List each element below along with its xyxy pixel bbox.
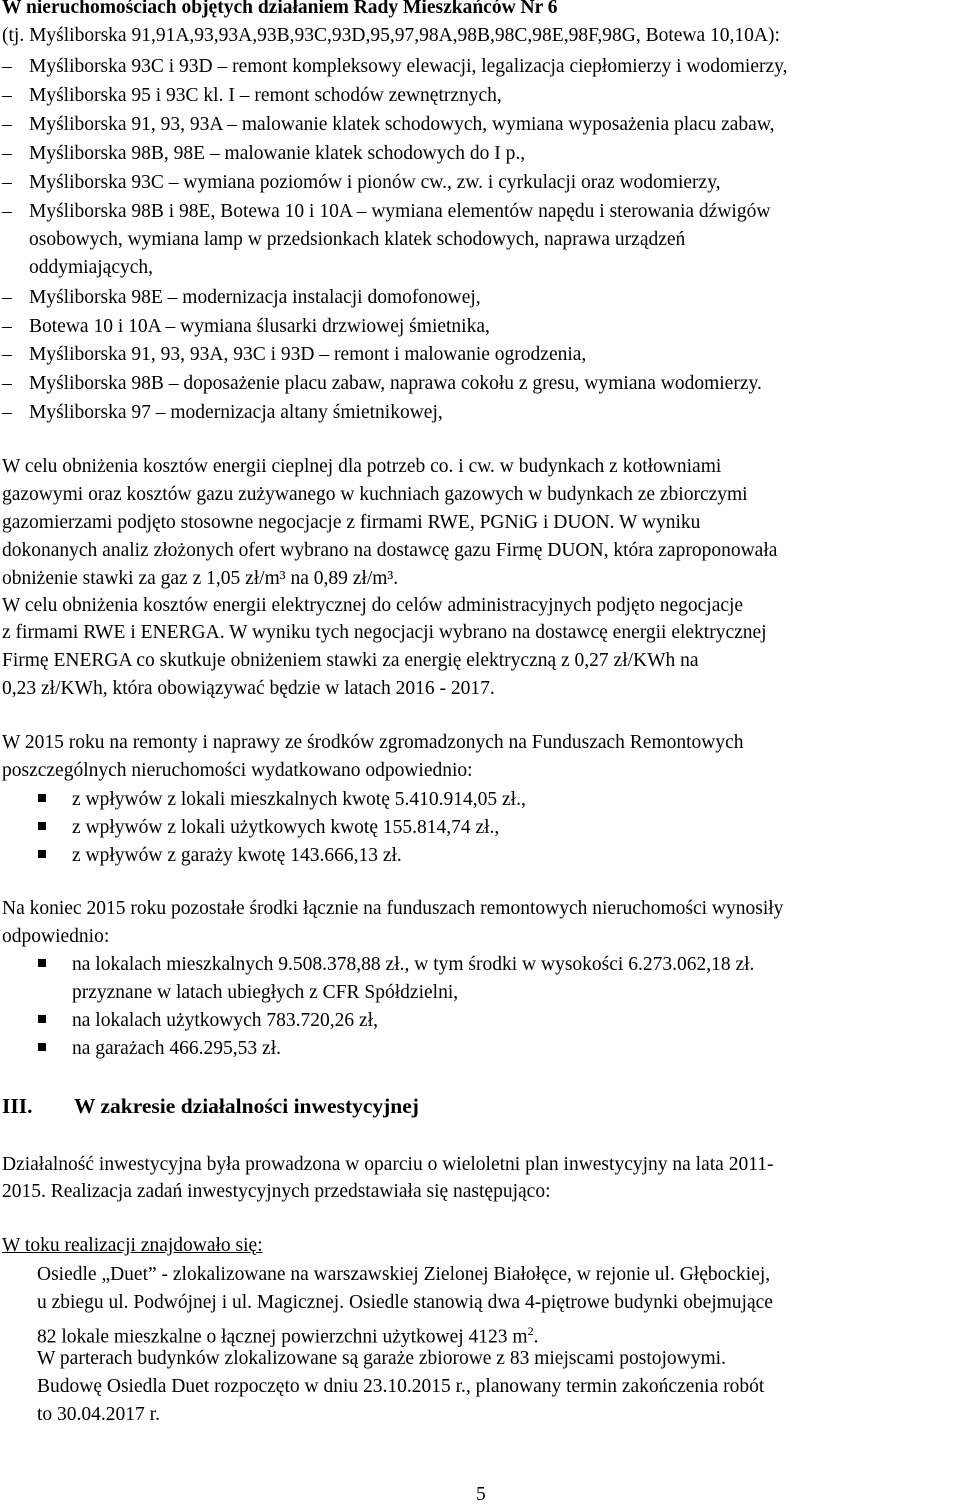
paragraph-line: Na koniec 2015 roku pozostałe środki łącznie na funduszach remontowych nieruchomości wynosiły (2, 898, 784, 919)
section-number: III. (2, 1094, 33, 1118)
section-title: W zakresie działalności inwestycyjnej (74, 1094, 419, 1118)
paragraph-line: 0,23 zł/KWh, która obowiązywać będzie w latach 2016 - 2017. (2, 678, 495, 699)
paragraph-line: odpowiednio: (2, 926, 110, 947)
duet-line: Osiedle „Duet” - zlokalizowane na warszawskiej Zielonej Białołęce, w rejonie ul. Głębockiej, (37, 1264, 771, 1285)
list-item: – Myśliborska 98B – doposażenie placu zabaw, naprawa cokołu z gresu, wymiana wodomierzy. (2, 373, 762, 394)
list-item-continuation: osobowych, wymiana lamp w przedsionkach klatek schodowych, naprawa urządzeń (29, 229, 686, 250)
bullet-item: z wpływów z lokali mieszkalnych kwotę 5.410.914,05 zł., (38, 788, 526, 812)
duet-line: to 30.04.2017 r. (37, 1404, 160, 1425)
paragraph-line: gazowymi oraz kosztów gazu zużywanego w kuchniach gazowych w budynkach ze zbiorczymi (2, 484, 748, 505)
list-item: – Myśliborska 93C i 93D – remont kompleksowy elewacji, legalizacja ciepłomierzy i wodomierzy, (2, 56, 788, 77)
paragraph-line: gazomierzami podjęto stosowne negocjacje z firmami RWE, PGNiG i DUON. W wyniku (2, 512, 701, 533)
in-progress-label: W toku realizacji znajdowało się: (2, 1235, 263, 1256)
bullet-item-continuation: przyznane w latach ubiegłych z CFR Spółdzielni, (72, 982, 459, 1003)
paragraph-line: W celu obniżenia kosztów energii elektrycznej do celów administracyjnych podjęto negocjacje (2, 595, 744, 616)
intro-subtitle: (tj. Myśliborska 91,91A,93,93A,93B,93C,93D,95,97,98A,98B,98C,98E,98F,98G, Botewa 10,10A): (2, 25, 780, 46)
duet-line: u zbiegu ul. Podwójnej i ul. Magicznej. Osiedle stanowią dwa 4-piętrowe budynki obejmujące (37, 1292, 773, 1313)
bullet-item: na garażach 466.295,53 zł. (38, 1037, 281, 1061)
page-number: 5 (476, 1484, 486, 1505)
list-item: – Myśliborska 97 – modernizacja altany śmietnikowej, (2, 402, 443, 423)
paragraph-line: poszczególnych nieruchomości wydatkowano odpowiednio: (2, 760, 473, 781)
paragraph-line: obniżenie stawki za gaz z 1,05 zł/m³ na 0,89 zł/m³. (2, 568, 399, 589)
bullet-item: z wpływów z garaży kwotę 143.666,13 zł. (38, 844, 402, 868)
list-item: – Myśliborska 91, 93, 93A, 93C i 93D – remont i malowanie ogrodzenia, (2, 344, 587, 365)
paragraph-line: z firmami RWE i ENERGA. W wyniku tych negocjacji wybrano na dostawcę energii elektrycznej (2, 622, 767, 643)
list-item: – Myśliborska 98B i 98E, Botewa 10 i 10A – wymiana elementów napędu i sterowania dźwigów (2, 201, 771, 222)
paragraph-line: Firmę ENERGA co skutkuje obniżeniem stawki za energię elektryczną z 0,27 zł/KWh na (2, 650, 699, 671)
paragraph-line: dokonanych analiz złożonych ofert wybrano na dostawcę gazu Firmę DUON, która zaproponowała (2, 540, 778, 561)
intro-title: W nieruchomościach objętych działaniem Rady Mieszkańców Nr 6 (2, 0, 558, 18)
list-item: – Myśliborska 98E – modernizacja instalacji domofonowej, (2, 287, 481, 308)
bullet-item: z wpływów z lokali użytkowych kwotę 155.814,74 zł., (38, 816, 499, 840)
paragraph-line: W 2015 roku na remonty i naprawy ze środków zgromadzonych na Funduszach Remontowych (2, 732, 744, 753)
paragraph-line: Działalność inwestycyjna była prowadzona w oparciu o wieloletni plan inwestycyjny na lata 2011- (2, 1154, 774, 1175)
bullet-item: na lokalach użytkowych 783.720,26 zł, (38, 1009, 378, 1033)
bullet-item: na lokalach mieszkalnych 9.508.378,88 zł., w tym środki w wysokości 6.273.062,18 zł. (38, 953, 754, 977)
duet-line: Budowę Osiedla Duet rozpoczęto w dniu 23.10.2015 r., planowany termin zakończenia robót (37, 1376, 765, 1397)
list-item: – Botewa 10 i 10A – wymiana ślusarki drzwiowej śmietnika, (2, 316, 490, 337)
list-item-continuation: oddymiających, (29, 257, 153, 278)
list-item: – Myśliborska 98B, 98E – malowanie klatek schodowych do I p., (2, 143, 526, 164)
duet-line: W parterach budynków zlokalizowane są garaże zbiorowe z 83 miejscami postojowymi. (37, 1348, 726, 1369)
list-item: – Myśliborska 95 i 93C kl. I – remont schodów zewnętrznych, (2, 85, 502, 106)
duet-line: 82 lokale mieszkalne o łącznej powierzchni użytkowej 4123 $m^2$. (37, 1324, 539, 1348)
list-item: – Myśliborska 91, 93, 93A – malowanie klatek schodowych, wymiana wyposażenia placu zabaw, (2, 114, 775, 135)
paragraph-line: W celu obniżenia kosztów energii cieplnej dla potrzeb co. i cw. w budynkach z kotłowniami (2, 456, 722, 477)
list-item: – Myśliborska 93C – wymiana poziomów i pionów cw., zw. i cyrkulacji oraz wodomierzy, (2, 172, 721, 193)
paragraph-line: 2015. Realizacja zadań inwestycyjnych przedstawiała się następująco: (2, 1181, 551, 1202)
